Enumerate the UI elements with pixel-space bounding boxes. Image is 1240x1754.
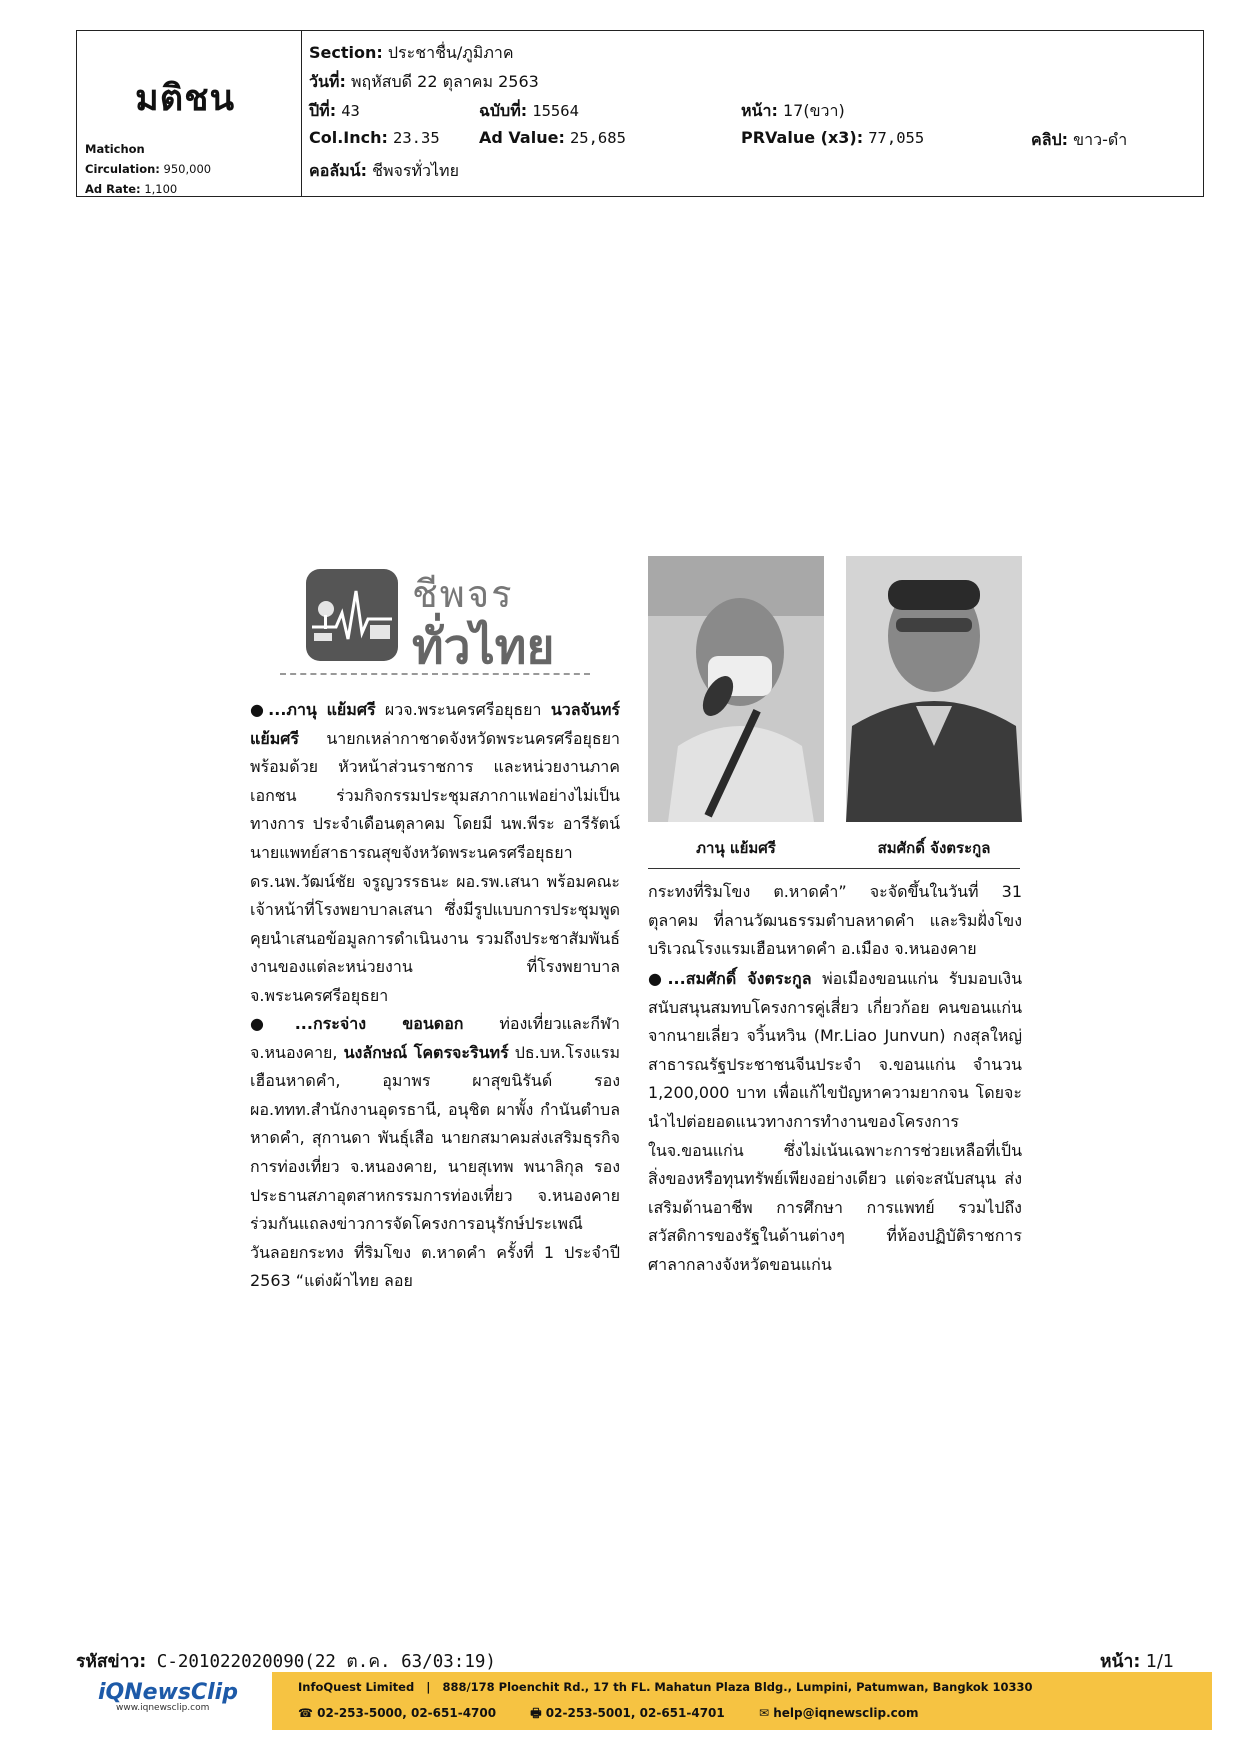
photo-panu [648,556,824,822]
clip-label: คลิป: [1031,130,1069,149]
column-value: ชีพจรทั่วไทย [372,161,459,180]
advalue-label: Ad Value: [479,128,565,147]
heartbeat-icon [306,569,398,661]
year-row [309,99,360,124]
second-name: นวลจันทร์ แย้มศรี [250,700,620,748]
prvalue-row [741,128,924,147]
page-count [1100,1647,1174,1675]
contact-line [298,1704,919,1725]
brand-divider [280,673,590,675]
pub-name: Matichon [85,142,145,156]
issue-row [479,99,579,124]
date-label: วันที่: [309,72,346,91]
section-value: ประชาชื่น/ภูมิภาค [387,43,514,62]
clipping-details [309,35,1203,196]
issue-value: 15564 [532,102,579,120]
email-icon: ✉ [758,1706,769,1720]
brand-url: www.iqnewsclip.com [116,1703,210,1713]
brand-name: iQNewsClip [98,1680,238,1705]
clip-value: ขาว-ดำ [1073,130,1128,149]
company-line: InfoQuest Limited | 888/178 Ploenchit Rd., 17 th FL. Mahatun Plaza Bldg., Lumpini, Patumwan, Bangkok 10330 [298,1680,1033,1694]
footer-bar [272,1672,1212,1730]
ad-rate-value: 1,100 [144,182,178,196]
bullet: ● [648,969,668,988]
column-brand [306,565,606,675]
clipping-header [76,30,1204,197]
column-row [309,159,459,184]
ref-label: รหัสข่าว: [76,1652,147,1672]
prvalue-label: PRValue (x3): [741,128,864,147]
lead-name: ...กระจ่าง ขอนดอก [294,1014,464,1033]
page-label: หน้า: [741,101,778,120]
fax-value: 02-253-5001, 02-651-4701 [545,1706,725,1720]
caption-rule [648,868,1020,869]
article-paragraph-1 [250,696,620,1011]
page-value: 17(ขวา) [782,101,845,120]
brand-line-1: ชีพจร [412,572,514,616]
article-paragraph-2 [250,1010,620,1296]
ad-rate-label: Ad Rate: [85,182,141,196]
year-label: ปีที่: [309,101,337,120]
date-value: พฤหัสบดี 22 ตุลาคม 2563 [350,72,539,91]
page-count-value: 1/1 [1145,1652,1175,1672]
issue-label: ฉบับที่: [479,101,528,120]
publication-logo: มติชน [135,78,236,119]
circulation-label: Circulation: [85,162,160,176]
paragraph-text: ปธ.บห.โรงแรมเฮือนหาดคำ, อุมาพร ผาสุขนิรันด์ รอง ผอ.ททท.สำนักงานอุดรธานี, อนุชิต ผาพั้ง กำนันตำบลหาดคำ, สุกานดา พันธุ์เสือ นายกสมาคมส่งเสริมธุรกิจการท่องเที่ยว จ.หนองคาย, นายสุเทพ พนาลิกุล รองประธานสภาอุตสาหกรรมการท่องเที่ยว จ.หนองคาย ร่วมกันแถลงข่าวการจัดโครงการอนุรักษ์ประเพณีวันลอยกระทง ที่ริมโขง ต.หาดคำ ครั้งที่ 1 ประจำปี 2563 “แต่งผ้าไทย ลอย [250,1042,620,1291]
photo-caption-right: สมศักดิ์ จังตระกูล [877,839,991,857]
brand-line-2: ทั่วไทย [412,619,555,675]
publication-meta [85,139,211,199]
section-row [309,41,514,66]
article-continuation: กระทงที่ริมโขง ต.หาดคำ” จะจัดขึ้นในวันที่ 31 ตุลาคม ที่ลานวัฒนธรรมตำบลหาดคำ และริมฝั่งโขง บริเวณโรงแรมเฮือนหาดคำ อ.เมือง จ.หนองคาย [648,882,1022,959]
column-label: คอลัมน์: [309,161,367,180]
news-reference [76,1647,496,1675]
photo-caption-left: ภานุ แย้มศรี [696,839,776,857]
fax-icon: 🖶 [530,1706,542,1720]
paragraph-text: ท่องเที่ยวและกีฬา จ.หนองคาย, [250,1014,620,1062]
year-value: 43 [341,102,360,120]
page-count-label: หน้า: [1100,1652,1141,1672]
page-row [741,99,845,124]
bullet: ● [250,700,269,719]
paragraph-text: พ่อเมืองขอนแก่น รับมอบเงินสนับสนุนสมทบโครงการคู่เสี่ยว เกี่ยวก้อย คนขอนแก่น จากนายเลี่ยว จวิ้นหวิน (Mr.Liao Junvun) กงสุลใหญ่สาธารณรัฐประชาชนจีนประจำ จ.ขอนแก่น จำนวน 1,200,000 บาท เพื่อแก้ไขปัญหาความยากจน โดยจะนำไปต่อยอดแนวทางการทำงานของโครงการในจ.ขอนแก่น ซึ่งไม่เน้นเฉพาะการช่วยเหลือที่เป็นสิ่งของหรือทุนทรัพย์เพียงอย่างเดียว แต่จะสนับสนุน ส่งเสริมด้านอาชีพ การศึกษา การแพทย์ รวมไปถึงสวัสดิการของรัฐในด้านต่างๆ ที่ห้องปฏิบัติราชการ ศาลากลางจังหวัดขอนแก่น [648,969,1023,1274]
advalue-value: 25,685 [569,129,626,147]
phone-value[interactable]: 02-253-5000, 02-651-4700 [317,1706,497,1720]
company-name: InfoQuest Limited [298,1680,415,1694]
publication-panel [77,31,302,196]
colinch-row [309,128,440,147]
email-value[interactable]: help@iqnewsclip.com [773,1706,919,1720]
phone-icon: ☎ [298,1706,313,1720]
second-name: นงลักษณ์ โคตรจะรินทร์ [343,1042,509,1062]
company-address: 888/178 Ploenchit Rd., 17 th FL. Mahatun Plaza Bldg., Lumpini, Patumwan, Bangkok 10330 [442,1680,1033,1694]
colinch-value: 23.35 [393,129,440,147]
article-paragraph-3 [648,965,1022,1280]
bullet: ● [250,1014,295,1033]
colinch-label: Col.Inch: [309,128,388,147]
paragraph-text: นายกเหล่ากาชาดจังหวัดพระนครศรีอยุธยา พร้อมด้วย หัวหน้าส่วนราชการ และหน่วยงานภาคเอกชน ร่วมกิจกรรมประชุมสภากาแฟอย่างไม่เป็นทางการ ประจำเดือนตุลาคม โดยมี นพ.พีระ อารีรัตน์ นายแพทย์สาธารณสุขจังหวัดพระนครศรีอยุธยา ดร.นพ.วัฒน์ชัย จรูญวรรธนะ ผอ.รพ.เสนา พร้อมคณะเจ้าหน้าที่โรงพยาบาลเสนา ซึ่งมีรูปแบบการประชุมพูดคุยนำเสนอข้อมูลการดำเนินงาน รวมถึงประชาสัมพันธ์งานของแต่ละหน่วยงาน ที่โรงพยาบาล จ.พระนครศรีอยุธยา [250,728,620,1005]
circulation-value: 950,000 [163,162,212,176]
advalue-row [479,128,626,147]
date-row [309,70,539,95]
photo-somsak [846,556,1022,822]
iqnewsclip-logo[interactable] [98,1680,238,1713]
paragraph-text: ผวจ.พระนครศรีอยุธยา [375,700,551,719]
ref-value: C-201022020090(22 ต.ค. 63/03:19) [156,1652,496,1672]
clip-row [1031,128,1127,153]
prvalue-value: 77,055 [868,129,925,147]
section-label: Section: [309,43,383,62]
lead-name: ...ภานุ แย้มศรี [268,700,376,719]
lead-name: ...สมศักดิ์ จังตระกูล [667,969,812,988]
